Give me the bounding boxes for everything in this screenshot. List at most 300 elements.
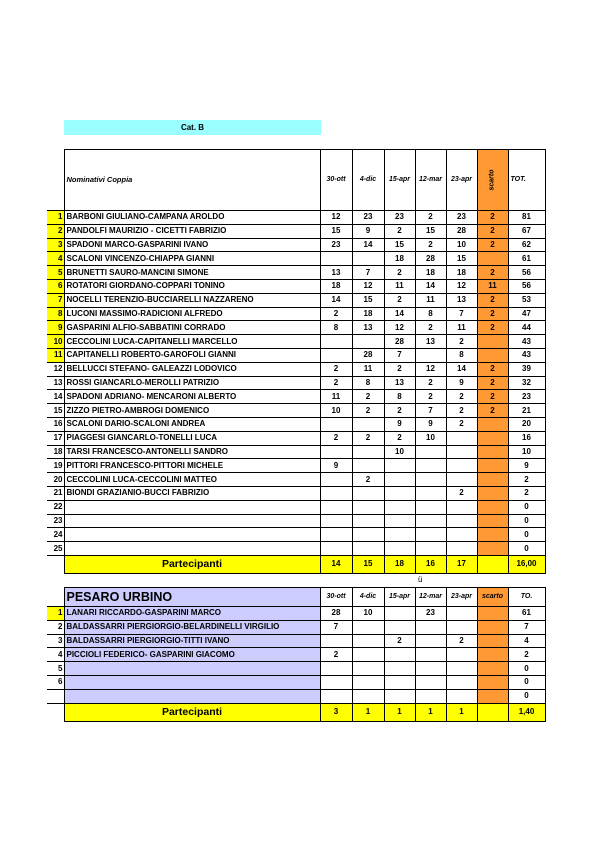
score-cell: 2 (446, 404, 477, 418)
couple-name: SPADONI ADRIANO- MENCARONI ALBERTO (64, 390, 320, 404)
score-cell (320, 662, 352, 676)
score-cell (384, 473, 415, 487)
total-cell: 62 (508, 238, 545, 252)
couple-name: CAPITANELLI ROBERTO-GAROFOLI GIANNI (64, 348, 320, 362)
total-cell: 0 (508, 500, 545, 514)
total-cell: 0 (508, 662, 545, 676)
score-cell: 2 (352, 390, 384, 404)
total-cell: 4 (508, 634, 545, 648)
score-cell (415, 348, 446, 362)
column-header-date: 12-mar (415, 588, 446, 607)
total-cell: 2 (508, 648, 545, 662)
score-cell: 2 (320, 431, 352, 445)
total-cell: 10 (508, 445, 545, 459)
scarto-cell: 2 (477, 293, 508, 307)
table-row (47, 675, 545, 689)
total-cell: 2 (508, 473, 545, 487)
table-row (47, 279, 545, 293)
score-cell (415, 445, 446, 459)
couple-name (64, 500, 320, 514)
score-cell (320, 514, 352, 528)
column-header-date: 4-dic (352, 588, 384, 607)
scarto-cell (477, 417, 508, 431)
scarto-cell (477, 445, 508, 459)
score-cell: 9 (415, 417, 446, 431)
score-cell (352, 335, 384, 349)
participants-count: 1 (352, 703, 384, 721)
row-index: 16 (47, 417, 64, 431)
score-cell (446, 500, 477, 514)
score-cell: 28 (384, 335, 415, 349)
score-cell: 15 (384, 238, 415, 252)
table-row (47, 238, 545, 252)
total-cell: 9 (508, 459, 545, 473)
couple-name: NOCELLI TERENZIO-BUCCIARELLI NAZZARENO (64, 293, 320, 307)
scarto-cell (477, 335, 508, 349)
participants-count: 17 (446, 555, 477, 573)
participants-count: 18 (384, 555, 415, 573)
couple-name: LUCONI MASSIMO-RADICIONI ALFREDO (64, 307, 320, 321)
score-cell (352, 514, 384, 528)
row-index: 10 (47, 335, 64, 349)
couple-name: BELLUCCI STEFANO- GALEAZZI LODOVICO (64, 362, 320, 376)
participants-count: 16 (415, 555, 446, 573)
score-cell (384, 500, 415, 514)
score-cell (415, 648, 446, 662)
table-row (47, 266, 545, 280)
participants-count: 1 (446, 703, 477, 721)
row-index: 6 (47, 675, 64, 689)
score-cell (446, 675, 477, 689)
score-cell: 13 (352, 321, 384, 335)
score-cell (320, 689, 352, 703)
table-row (47, 445, 545, 459)
row-index: 22 (47, 500, 64, 514)
score-cell (320, 500, 352, 514)
row-index: 7 (47, 293, 64, 307)
score-cell (320, 348, 352, 362)
score-cell: 2 (320, 376, 352, 390)
score-cell (320, 445, 352, 459)
score-cell: 2 (384, 431, 415, 445)
couple-name: TARSI FRANCESCO-ANTONELLI SANDRO (64, 445, 320, 459)
score-cell: 28 (446, 224, 477, 238)
table-row (47, 607, 545, 621)
score-cell (446, 431, 477, 445)
couple-name (64, 662, 320, 676)
table-row (47, 404, 545, 418)
couple-name: SPADONI MARCO-GASPARINI IVANO (64, 238, 320, 252)
score-cell (384, 459, 415, 473)
total-cell: 20 (508, 417, 545, 431)
scarto-cell (477, 252, 508, 266)
scarto-cell: 2 (477, 238, 508, 252)
score-cell: 14 (320, 293, 352, 307)
couple-name: ROSSI GIANCARLO-MEROLLI PATRIZIO (64, 376, 320, 390)
score-cell (352, 648, 384, 662)
score-cell: 2 (384, 362, 415, 376)
participants-count: 1 (384, 703, 415, 721)
participants-count: 15 (352, 555, 384, 573)
column-header-date: 30-ott (320, 588, 352, 607)
table-row (47, 307, 545, 321)
score-cell: 18 (446, 266, 477, 280)
score-cell (415, 542, 446, 556)
score-cell: 9 (352, 224, 384, 238)
score-cell: 2 (384, 293, 415, 307)
score-cell: 2 (446, 486, 477, 500)
total-cell: 67 (508, 224, 545, 238)
scarto-cell: 11 (477, 279, 508, 293)
total-cell: 43 (508, 335, 545, 349)
total-cell: 0 (508, 542, 545, 556)
participants-scarto (477, 703, 508, 721)
table-row (47, 376, 545, 390)
score-cell (446, 473, 477, 487)
total-cell: 56 (508, 279, 545, 293)
score-cell: 2 (415, 321, 446, 335)
score-cell (320, 486, 352, 500)
score-cell (352, 542, 384, 556)
row-index: 4 (47, 252, 64, 266)
score-cell: 8 (384, 390, 415, 404)
scarto-cell (477, 431, 508, 445)
score-cell: 10 (415, 431, 446, 445)
category-label: Cat. B (64, 120, 321, 135)
score-cell: 13 (384, 376, 415, 390)
score-cell: 18 (384, 252, 415, 266)
score-cell: 23 (320, 238, 352, 252)
index-header (47, 150, 64, 211)
row-index: 5 (47, 266, 64, 280)
score-cell (384, 528, 415, 542)
score-cell: 11 (352, 362, 384, 376)
score-cell: 14 (384, 307, 415, 321)
score-cell (446, 689, 477, 703)
score-cell (352, 486, 384, 500)
score-cell (446, 528, 477, 542)
score-cell: 10 (384, 445, 415, 459)
column-header-date: 12-mar (415, 150, 446, 211)
table-row (47, 362, 545, 376)
score-cell (320, 675, 352, 689)
score-cell (352, 662, 384, 676)
table-row (47, 431, 545, 445)
score-cell (352, 252, 384, 266)
participants-label: Partecipanti (64, 703, 320, 721)
score-cell (415, 528, 446, 542)
column-header-name: Nominativi Coppia (64, 150, 320, 211)
score-cell (384, 620, 415, 634)
couple-name (64, 675, 320, 689)
couple-name: LANARI RICCARDO-GASPARINI MARCO (64, 607, 320, 621)
row-index: 15 (47, 404, 64, 418)
score-cell (446, 662, 477, 676)
score-cell: 12 (320, 211, 352, 225)
score-cell: 2 (415, 390, 446, 404)
score-cell (320, 335, 352, 349)
row-index: 25 (47, 542, 64, 556)
row-index (47, 689, 64, 703)
scarto-cell (477, 500, 508, 514)
score-cell: 15 (352, 293, 384, 307)
total-cell: 16 (508, 431, 545, 445)
score-cell: 28 (352, 348, 384, 362)
score-cell: 2 (415, 211, 446, 225)
score-cell (352, 459, 384, 473)
row-index: 8 (47, 307, 64, 321)
score-cell: 2 (320, 648, 352, 662)
scarto-cell (477, 348, 508, 362)
table-row (47, 528, 545, 542)
participants-label: Partecipanti (64, 555, 320, 573)
score-cell (415, 514, 446, 528)
table-row (47, 486, 545, 500)
total-cell: 32 (508, 376, 545, 390)
score-cell (446, 607, 477, 621)
row-index: 18 (47, 445, 64, 459)
score-cell: 23 (352, 211, 384, 225)
score-cell: 2 (415, 376, 446, 390)
table-row (47, 500, 545, 514)
total-cell: 0 (508, 528, 545, 542)
score-cell: 8 (352, 376, 384, 390)
total-cell: 0 (508, 675, 545, 689)
total-cell: 2 (508, 486, 545, 500)
scarto-cell: 2 (477, 211, 508, 225)
couple-name: BARBONI GIULIANO-CAMPANA AROLDO (64, 211, 320, 225)
couple-name: PITTORI FRANCESCO-PITTORI MICHELE (64, 459, 320, 473)
score-cell: 2 (320, 362, 352, 376)
table-header-row (47, 150, 545, 211)
scarto-cell: 2 (477, 362, 508, 376)
participants-average: 1,40 (508, 703, 545, 721)
table-row (47, 211, 545, 225)
row-index: 11 (47, 348, 64, 362)
score-cell: 28 (415, 252, 446, 266)
group-title: PESARO URBINO (64, 588, 320, 607)
score-cell: 18 (415, 266, 446, 280)
couple-name: BIONDI GRAZIANIO-BUCCI FABRIZIO (64, 486, 320, 500)
score-cell (352, 675, 384, 689)
table-row (47, 648, 545, 662)
scarto-cell (477, 607, 508, 621)
score-cell (415, 689, 446, 703)
couple-name: ROTATORI GIORDANO-COPPARI TONINO (64, 279, 320, 293)
row-index: 17 (47, 431, 64, 445)
scarto-cell (477, 648, 508, 662)
row-index: 9 (47, 321, 64, 335)
score-cell (320, 542, 352, 556)
score-cell (352, 689, 384, 703)
score-cell: 2 (415, 238, 446, 252)
score-cell: 11 (446, 321, 477, 335)
total-cell: 61 (508, 252, 545, 266)
score-cell: 11 (415, 293, 446, 307)
score-cell: 7 (446, 307, 477, 321)
score-cell (320, 473, 352, 487)
couple-name: SCALONI VINCENZO-CHIAPPA GIANNI (64, 252, 320, 266)
score-cell: 15 (446, 252, 477, 266)
participants-row (47, 703, 545, 721)
score-cell: 15 (415, 224, 446, 238)
table-row (47, 417, 545, 431)
score-cell: 2 (384, 404, 415, 418)
score-cell: 10 (446, 238, 477, 252)
score-cell (415, 634, 446, 648)
total-cell: 0 (508, 689, 545, 703)
total-cell: 81 (508, 211, 545, 225)
score-cell (320, 252, 352, 266)
score-cell (446, 514, 477, 528)
row-index: 4 (47, 648, 64, 662)
score-cell (415, 459, 446, 473)
scarto-cell (477, 689, 508, 703)
table-header-row (47, 588, 545, 607)
scarto-cell: 2 (477, 404, 508, 418)
score-cell: 11 (320, 390, 352, 404)
score-cell (384, 675, 415, 689)
column-header-scarto: scarto (477, 588, 508, 607)
total-cell: 47 (508, 307, 545, 321)
couple-name: PICCIOLI FEDERICO- GASPARINI GIACOMO (64, 648, 320, 662)
couple-name: SCALONI DARIO-SCALONI ANDREA (64, 417, 320, 431)
score-cell: 7 (352, 266, 384, 280)
total-cell: 53 (508, 293, 545, 307)
score-cell: 2 (384, 634, 415, 648)
row-index: 23 (47, 514, 64, 528)
couple-name: BALDASSARRI PIERGIORGIO-TITTI IVANO (64, 634, 320, 648)
score-cell (384, 486, 415, 500)
row-index: 20 (47, 473, 64, 487)
scarto-cell: 2 (477, 390, 508, 404)
score-cell: 12 (415, 362, 446, 376)
ranking-table-pesaro-urbino (47, 587, 546, 722)
score-cell (415, 473, 446, 487)
total-cell: 23 (508, 390, 545, 404)
scarto-cell (477, 620, 508, 634)
total-cell: 44 (508, 321, 545, 335)
score-cell (320, 417, 352, 431)
total-cell: 21 (508, 404, 545, 418)
ranking-table-cat-b (47, 149, 546, 574)
score-cell: 2 (446, 335, 477, 349)
score-cell (415, 675, 446, 689)
column-header-total: TOT. (508, 150, 545, 211)
scarto-cell (477, 514, 508, 528)
couple-name (64, 689, 320, 703)
row-index: 13 (47, 376, 64, 390)
score-cell: 10 (320, 404, 352, 418)
score-cell: 14 (446, 362, 477, 376)
column-header-date: 4-dic (352, 150, 384, 211)
column-header-date: 30-ott (320, 150, 352, 211)
score-cell (384, 689, 415, 703)
score-cell: 7 (320, 620, 352, 634)
score-cell (352, 500, 384, 514)
row-index: 1 (47, 607, 64, 621)
score-cell: 12 (446, 279, 477, 293)
row-index: 21 (47, 486, 64, 500)
column-header-date: 23-apr (446, 588, 477, 607)
table-row (47, 542, 545, 556)
participants-scarto (477, 555, 508, 573)
scarto-cell (477, 662, 508, 676)
total-cell: 61 (508, 607, 545, 621)
row-index: 6 (47, 279, 64, 293)
total-cell: 56 (508, 266, 545, 280)
table-row (47, 390, 545, 404)
score-cell: 10 (352, 607, 384, 621)
scarto-cell (477, 528, 508, 542)
score-cell: 13 (320, 266, 352, 280)
scarto-cell: 2 (477, 376, 508, 390)
row-index: 3 (47, 238, 64, 252)
couple-name (64, 514, 320, 528)
table-row (47, 321, 545, 335)
column-header-date: 15-apr (384, 588, 415, 607)
participants-row (47, 555, 545, 573)
table-row (47, 293, 545, 307)
score-cell: 13 (446, 293, 477, 307)
score-cell: 2 (446, 390, 477, 404)
score-cell: 8 (446, 348, 477, 362)
couple-name: PANDOLFI MAURIZIO - CICETTI FABRIZIO (64, 224, 320, 238)
score-cell: 11 (384, 279, 415, 293)
couple-name (64, 542, 320, 556)
score-cell: 2 (384, 266, 415, 280)
couple-name: ZIZZO PIETRO-AMBROGI DOMENICO (64, 404, 320, 418)
score-cell: 12 (352, 279, 384, 293)
table-row (47, 662, 545, 676)
score-cell (352, 417, 384, 431)
score-cell: 9 (384, 417, 415, 431)
total-cell: 43 (508, 348, 545, 362)
score-cell (352, 634, 384, 648)
participants-average: 16,00 (508, 555, 545, 573)
column-header-scarto: scarto (477, 150, 508, 211)
participants-count: 14 (320, 555, 352, 573)
table-row (47, 473, 545, 487)
table-row (47, 689, 545, 703)
score-cell: 23 (446, 211, 477, 225)
score-cell: 23 (415, 607, 446, 621)
score-cell: 2 (446, 417, 477, 431)
score-cell: 13 (415, 335, 446, 349)
score-cell: 18 (352, 307, 384, 321)
score-cell (352, 528, 384, 542)
score-cell: 2 (384, 224, 415, 238)
couple-name (64, 528, 320, 542)
couple-name: BRUNETTI SAURO-MANCINI SIMONE (64, 266, 320, 280)
score-cell: 8 (415, 307, 446, 321)
score-cell: 14 (415, 279, 446, 293)
total-cell: 39 (508, 362, 545, 376)
couple-name: BALDASSARRI PIERGIORGIO-BELARDINELLI VIRGILIO (64, 620, 320, 634)
scarto-cell (477, 675, 508, 689)
score-cell: 8 (320, 321, 352, 335)
score-cell (384, 542, 415, 556)
row-index: 1 (47, 211, 64, 225)
scarto-cell (477, 542, 508, 556)
table-row (47, 459, 545, 473)
table-row (47, 335, 545, 349)
row-index: 24 (47, 528, 64, 542)
scarto-cell: 2 (477, 307, 508, 321)
score-cell (446, 445, 477, 459)
scarto-cell (477, 473, 508, 487)
score-cell: 15 (320, 224, 352, 238)
